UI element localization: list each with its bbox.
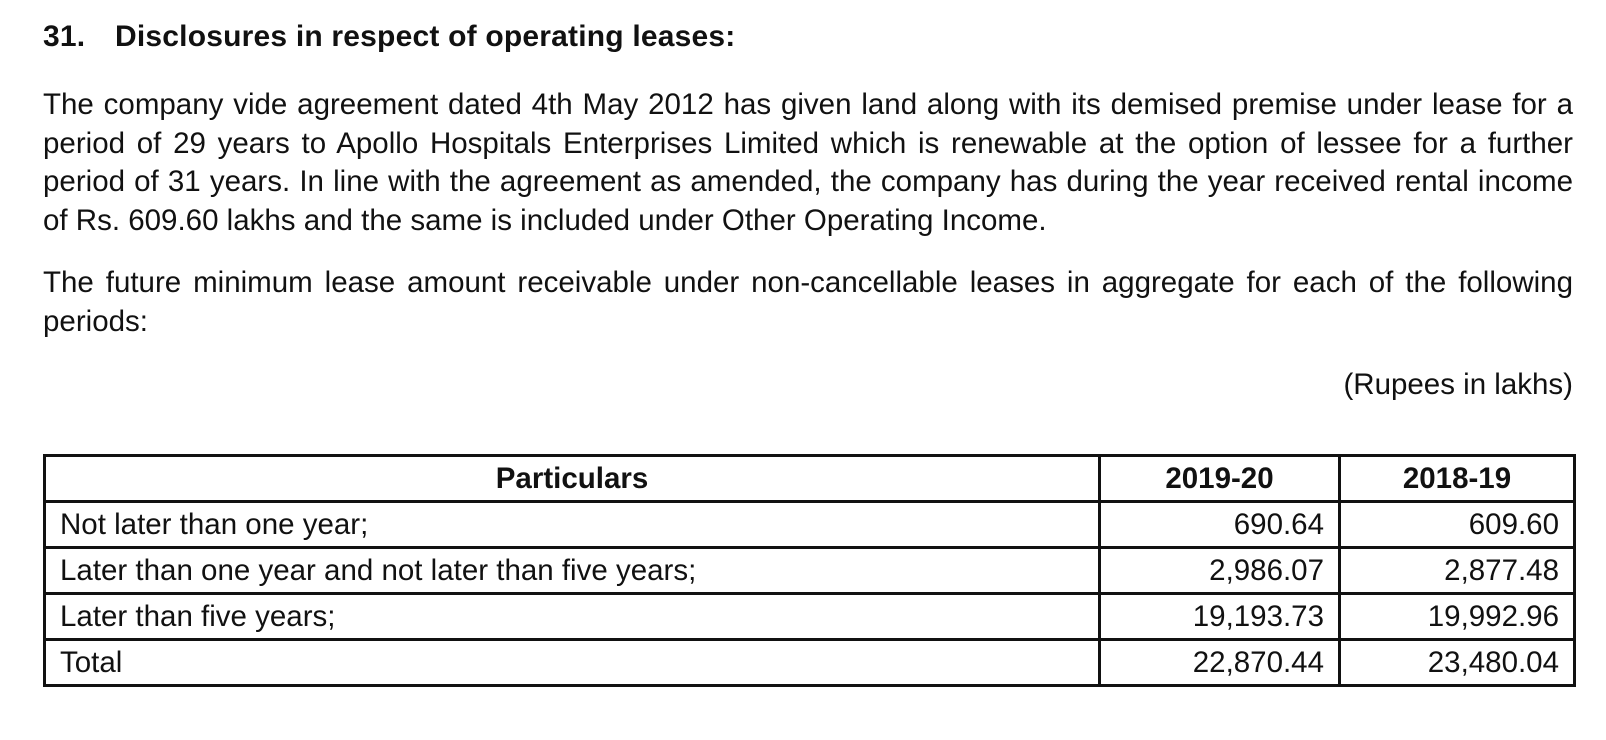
value-2018-19: 23,480.04 <box>1340 640 1575 686</box>
row-label: Later than five years; <box>45 594 1100 640</box>
value-2018-19: 19,992.96 <box>1340 594 1575 640</box>
value-2019-20: 690.64 <box>1100 502 1340 548</box>
section-number: 31. <box>43 20 86 53</box>
row-label: Not later than one year; <box>45 502 1100 548</box>
section-title: Disclosures in respect of operating leases: <box>115 20 736 53</box>
row-label: Total <box>45 640 1100 686</box>
value-2018-19: 609.60 <box>1340 502 1575 548</box>
table-row <box>45 548 1575 594</box>
value-2019-20: 19,193.73 <box>1100 594 1340 640</box>
units-note: (Rupees in lakhs) <box>1343 368 1573 401</box>
value-2019-20: 22,870.44 <box>1100 640 1340 686</box>
row-label: Later than one year and not later than five years; <box>45 548 1100 594</box>
table-header-row <box>45 456 1575 502</box>
header-particulars: Particulars <box>45 456 1100 502</box>
header-2019-20: 2019-20 <box>1100 456 1340 502</box>
table-row <box>45 502 1575 548</box>
value-2019-20: 2,986.07 <box>1100 548 1340 594</box>
future-lease-paragraph: The future minimum lease amount receivable under non-cancellable leases in aggregate for each of the following periods: <box>43 266 1573 338</box>
section-heading <box>43 20 735 54</box>
value-2018-19: 2,877.48 <box>1340 548 1575 594</box>
lease-receivables-table <box>43 454 1576 687</box>
table-row <box>45 594 1575 640</box>
header-2018-19: 2018-19 <box>1340 456 1575 502</box>
lease-agreement-paragraph: The company vide agreement dated 4th May 2012 has given land along with its demised premise under lease for a period of 29 years to Apollo Hospitals Enterprises Limited which is renewable at the option of lessee for a further period of 31 years. In line with the agreement as amended, the company has during the year received rental income of Rs. 609.60 lakhs and the same is included under Other Operating Income. <box>43 88 1573 237</box>
table-total-row <box>45 640 1575 686</box>
